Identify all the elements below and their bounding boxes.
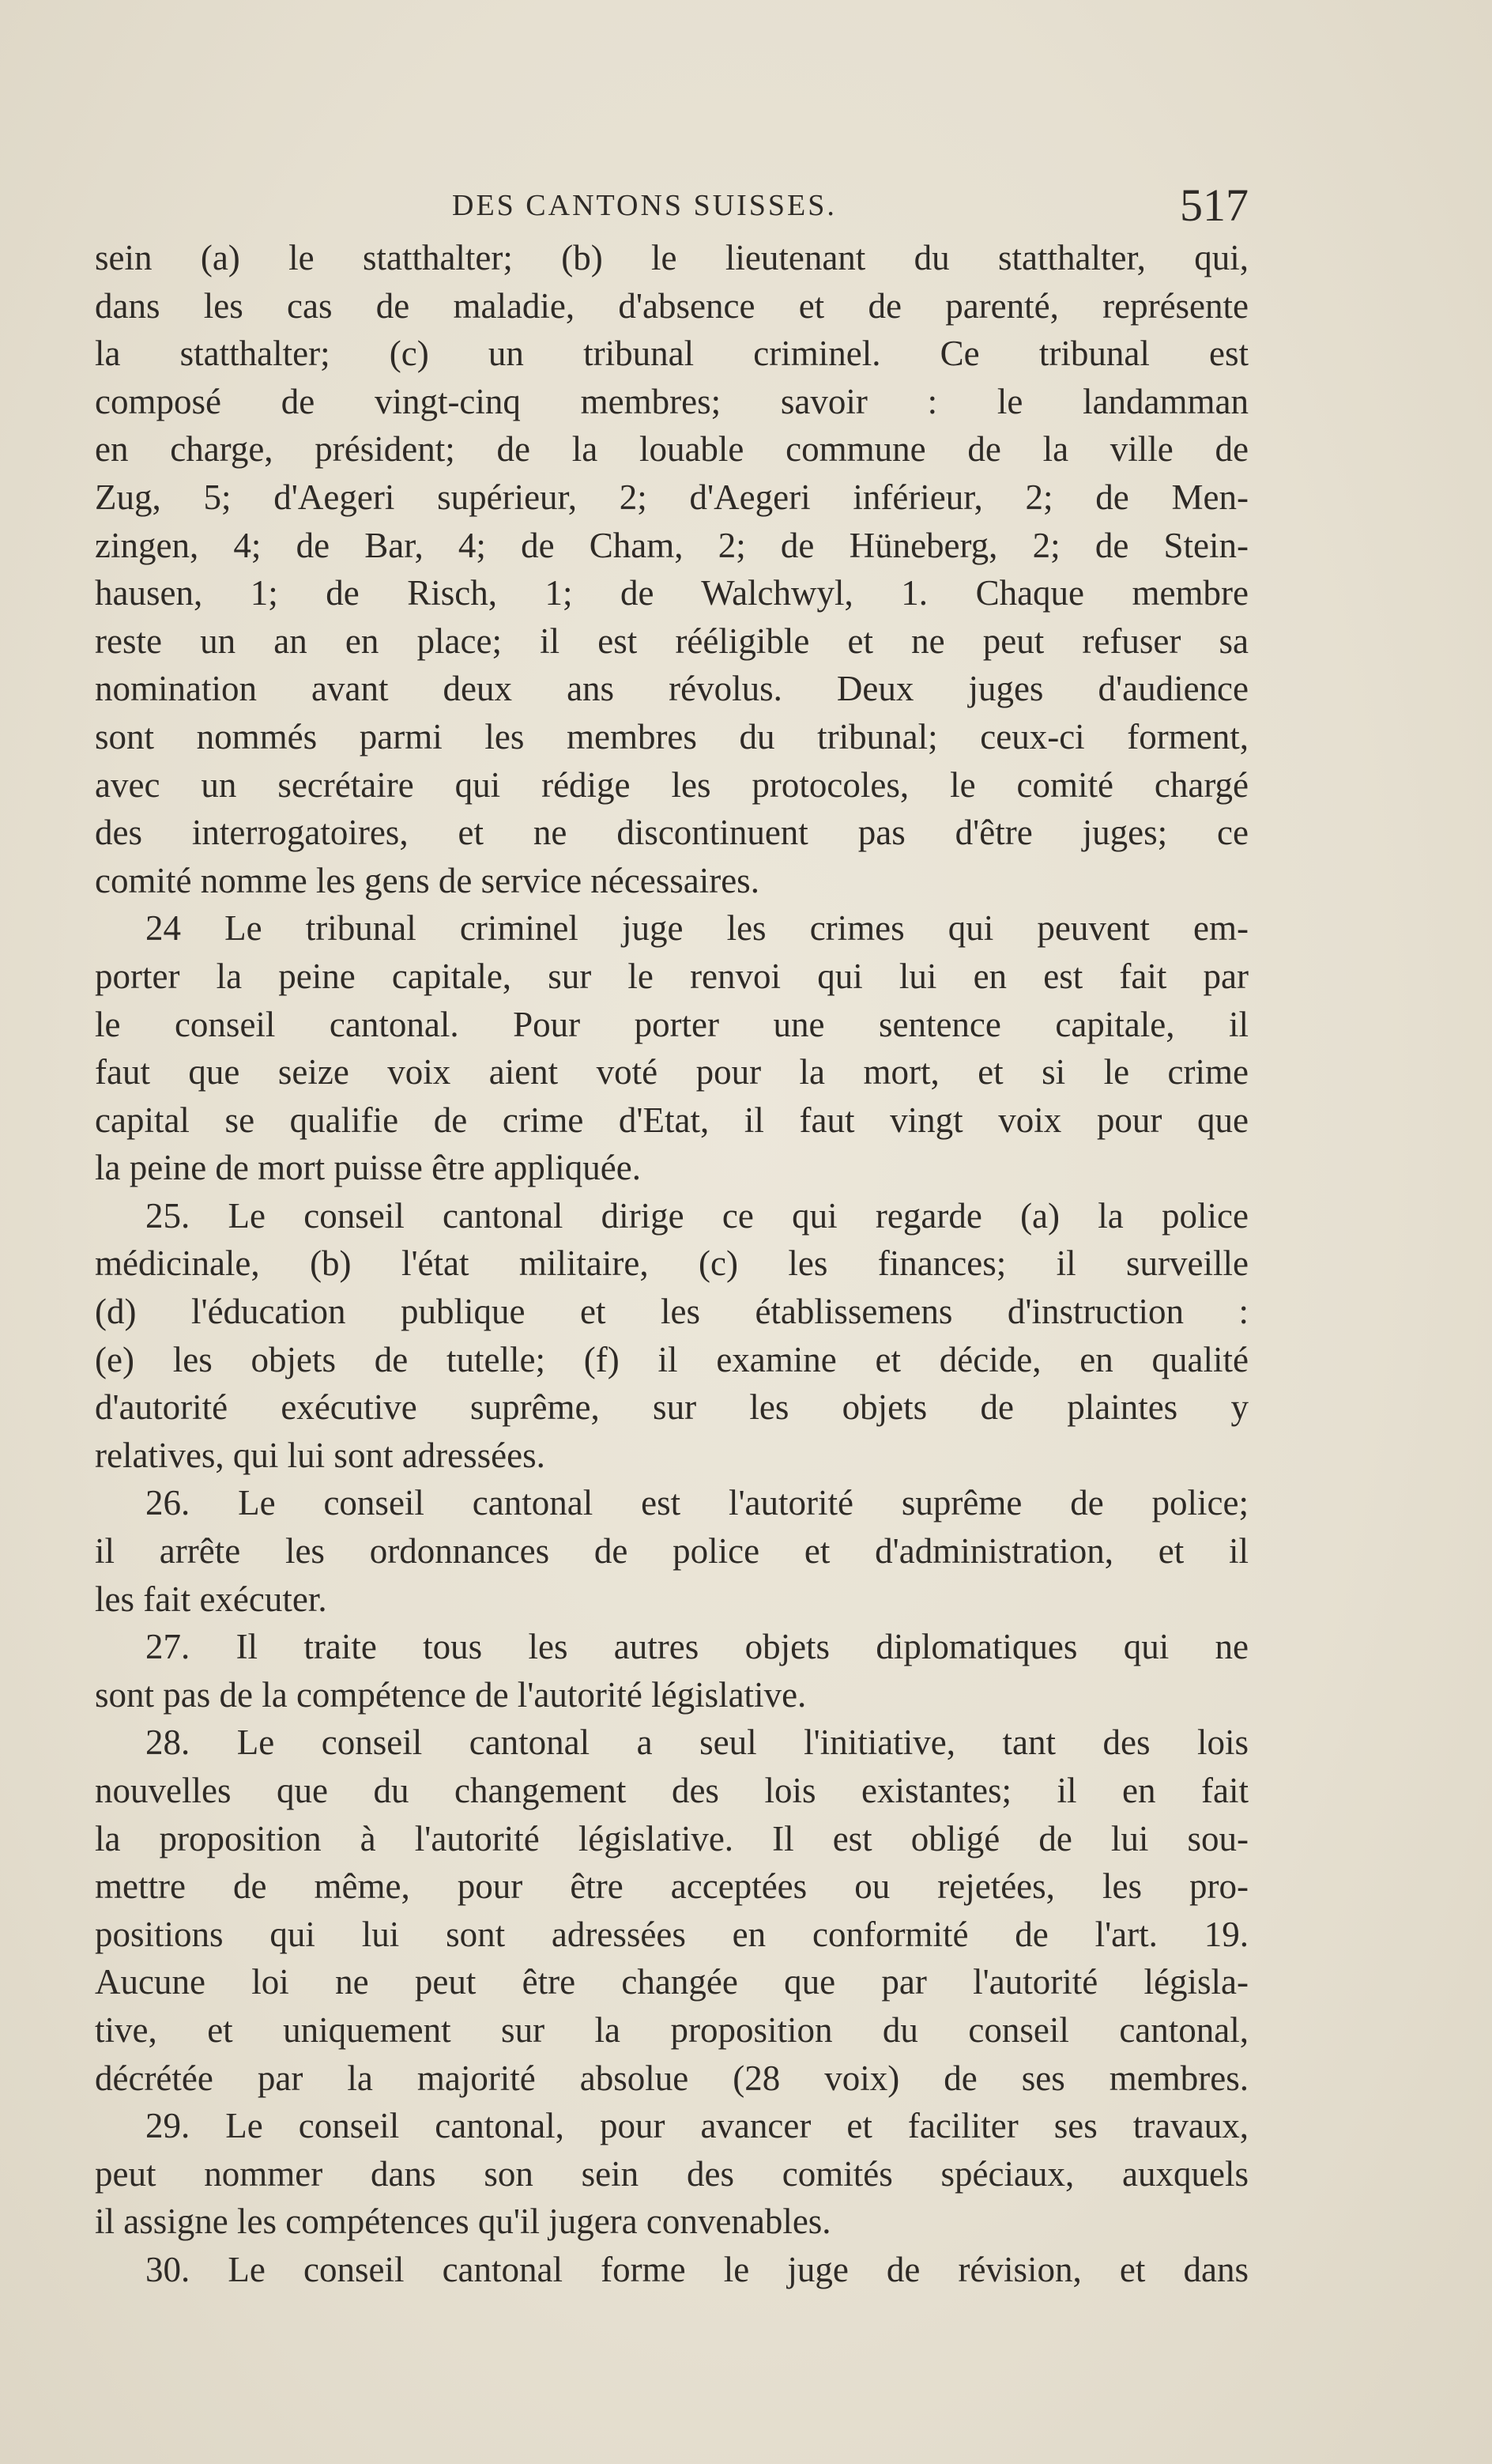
text-line: 25. Le conseil cantonal dirige ce qui regarde (a) la police	[145, 1195, 1249, 1236]
text-line: le conseil cantonal. Pour porter une sentence capitale, il	[95, 1004, 1249, 1044]
text-line: Aucune loi ne peut être changée que par l'autorité législa-	[95, 1962, 1249, 2002]
text-line: sein (a) le statthalter; (b) le lieutenant du statthalter, qui,	[95, 238, 1249, 277]
text-line: faut que seize voix aient voté pour la mort, et si le crime	[95, 1052, 1249, 1092]
text-line: capital se qualifie de crime d'Etat, il faut vingt voix pour que	[95, 1100, 1249, 1140]
text-line: la proposition à l'autorité législative. Il est obligé de lui sou-	[95, 1818, 1249, 1858]
text-line: décrétée par la majorité absolue (28 voix) de ses membres.	[95, 2058, 1249, 2098]
text-line: 30. Le conseil cantonal forme le juge de révision, et dans	[145, 2249, 1249, 2289]
running-title: DES CANTONS SUISSES.	[452, 189, 837, 222]
text-line: des interrogatoires, et ne discontinuent pas d'être juges; ce	[95, 813, 1249, 853]
text-line: composé de vingt-cinq membres; savoir : le landamman	[95, 381, 1249, 421]
text-line: 27. Il traite tous les autres objets diplomatiques qui ne	[145, 1627, 1249, 1667]
text-line: (e) les objets de tutelle; (f) il examine et décide, en qualité	[95, 1339, 1249, 1379]
text-line: sont nommés parmi les membres du tribunal; ceux-ci forment,	[95, 716, 1249, 757]
text-line: la statthalter; (c) un tribunal criminel. Ce tribunal est	[95, 334, 1249, 374]
text-line: reste un an en place; il est rééligible et ne peut refuser sa	[95, 621, 1249, 661]
text-line: tive, et uniquement sur la proposition du conseil cantonal,	[95, 2009, 1249, 2050]
text-line: 29. Le conseil cantonal, pour avancer et faciliter ses travaux,	[145, 2106, 1249, 2146]
text-line: comité nomme les gens de service nécessaires.	[95, 860, 759, 900]
text-line: en charge, président; de la louable commune de la ville de	[95, 429, 1249, 470]
text-line: relatives, qui lui sont adressées.	[95, 1435, 545, 1475]
text-line: mettre de même, pour être acceptées ou rejetées, les pro-	[95, 1866, 1249, 1907]
text-line: il arrête les ordonnances de police et d'administration, et il	[95, 1531, 1249, 1572]
text-line: positions qui lui sont adressées en conformité de l'art. 19.	[95, 1914, 1249, 1954]
text-line: nomination avant deux ans révolus. Deux juges d'audience	[95, 669, 1249, 709]
text-line: zingen, 4; de Bar, 4; de Cham, 2; de Hüneberg, 2; de Stein-	[95, 525, 1249, 565]
text-line: nouvelles que du changement des lois existantes; il en fait	[95, 1771, 1249, 1810]
text-line: d'autorité exécutive suprême, sur les objets de plaintes y	[95, 1387, 1249, 1428]
page-header	[95, 179, 1249, 231]
text-line: Zug, 5; d'Aegeri supérieur, 2; d'Aegeri inférieur, 2; de Men-	[95, 477, 1249, 517]
page-number: 517	[1180, 179, 1249, 231]
text-line: porter la peine capitale, sur le renvoi qui lui en est fait par	[95, 956, 1249, 996]
text-line: les fait exécuter.	[95, 1579, 327, 1619]
text-line: dans les cas de maladie, d'absence et de parenté, représente	[95, 285, 1249, 326]
text-line: 24 Le tribunal criminel juge les crimes qui peuvent em-	[145, 908, 1249, 949]
text-line: sont pas de la compétence de l'autorité législative.	[95, 1674, 807, 1715]
text-line: (d) l'éducation publique et les établissemens d'instruction :	[95, 1292, 1249, 1332]
text-line: 26. Le conseil cantonal est l'autorité suprême de police;	[145, 1483, 1249, 1523]
text-line: médicinale, (b) l'état militaire, (c) les finances; il surveille	[95, 1243, 1249, 1284]
text-line: 28. Le conseil cantonal a seul l'initiative, tant des lois	[145, 1723, 1249, 1763]
text-line: la peine de mort puisse être appliquée.	[95, 1148, 641, 1188]
text-line: il assigne les compétences qu'il jugera convenables.	[95, 2202, 831, 2242]
text-line: hausen, 1; de Risch, 1; de Walchwyl, 1. Chaque membre	[95, 573, 1249, 613]
text-line: avec un secrétaire qui rédige les protocoles, le comité chargé	[95, 764, 1249, 805]
text-line: peut nommer dans son sein des comités spéciaux, auxquels	[95, 2153, 1249, 2194]
body-text	[95, 234, 1249, 2294]
